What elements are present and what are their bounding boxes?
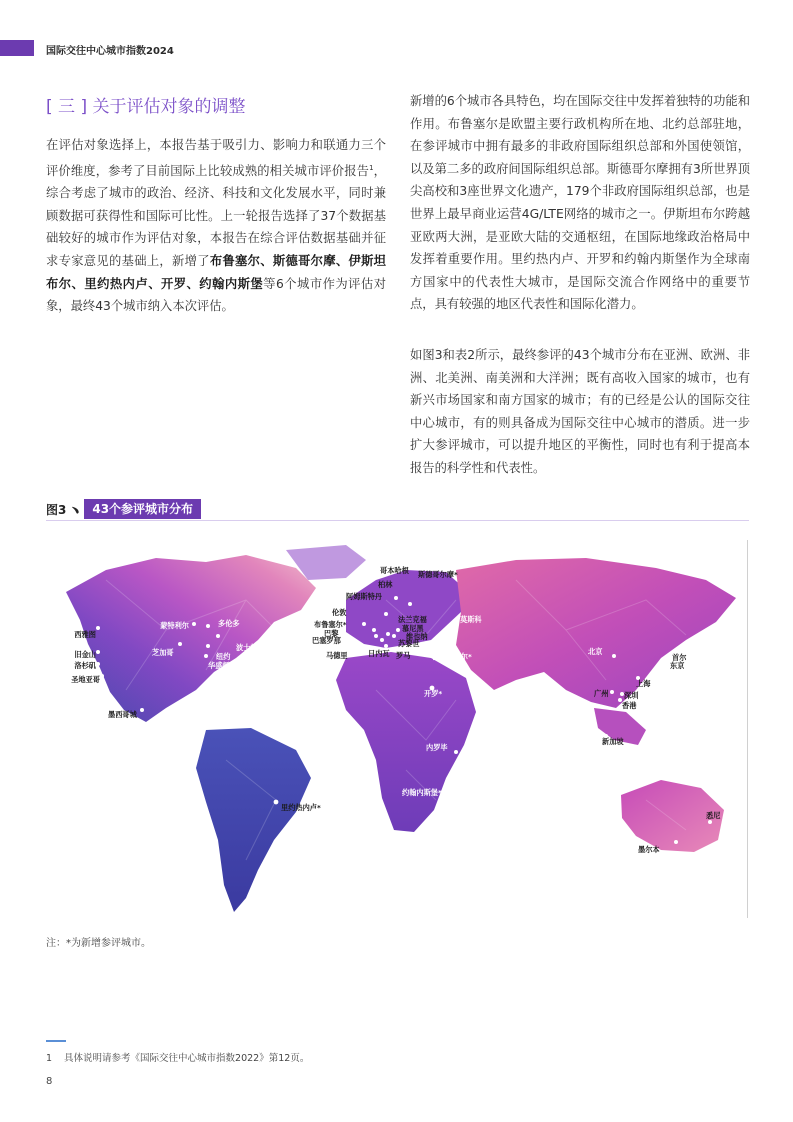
city-shenzhen: 深圳 [624, 691, 639, 700]
city-montreal: 蒙特利尔 [160, 621, 189, 630]
city-washington: 华盛顿 [208, 661, 230, 670]
city-beijing: 北京 [588, 647, 603, 656]
city-istanbul: 伊斯坦布尔* [432, 652, 472, 661]
city-melbourne: 墨尔本 [638, 845, 660, 854]
header-accent-bar [0, 40, 34, 56]
city-brussels: 布鲁塞尔* [314, 620, 347, 629]
city-chicago: 芝加哥 [152, 648, 174, 657]
left-paragraph [46, 134, 386, 318]
city-sydney: 悉尼 [706, 811, 721, 820]
city-los-angeles: 洛杉矶 [74, 661, 96, 670]
city-johannesburg: 约翰内斯堡* [402, 788, 442, 797]
city-cairo: 开罗* [424, 689, 443, 698]
right-paragraph-2: 如图3和表2所示，最终参评的43个城市分布在亚洲、欧洲、非洲、北美洲、南美洲和大洋洲；既有高收入国家的城市，也有新兴市场国家和南方国家的城市；有的已经是公认的国际交往中心城市，有的则具备成为国际交往中心城市的潜质。进一步扩大参评城市，可以提升地区的平衡性，同时也有利于提高本报告的科学性和代表性。 [410, 348, 750, 475]
city-hong-kong: 香港 [622, 701, 637, 710]
city-tokyo: 东京 [670, 661, 685, 670]
header-title: 国际交往中心城市指数2024 [46, 46, 174, 57]
south-america-shape [196, 728, 311, 912]
left-paragraph-part1: 在评估对象选择上，本报告基于吸引力、影响力和联通力三个评价维度，参考了目前国际上比较成熟的相关城市评价报告 [46, 138, 386, 178]
city-vienna: 维也纳 [406, 632, 428, 641]
footnote-reference[interactable]: 1 [369, 163, 374, 172]
right-paragraph-1: 新增的6个城市各具特色，均在国际交往中发挥着独特的功能和作用。布鲁塞尔是欧盟主要行政机构所在地、北约总部驻地，在参评城市中拥有最多的非政府国际组织总部和外国使领馆，以及第二多的政府间国际组织总部。斯德哥尔摩拥有3所世界顶尖高校和3座世界文化遗产，179个非政府国际组织总部，也是世界上最早商业运营4G/LTE网络的城市之一。伊斯坦布尔跨越亚欧两大洲，是亚欧大陆的交通枢纽，在国际地缘政治格局中发挥着重要作用。里约热内卢、开罗和约翰内斯堡作为全球南方国家中的代表性大城市，是国际交流合作网络中的重要节点，具有较强的地区代表性和国际化潜力。 [410, 94, 750, 312]
figure-tick: ﹅ [70, 505, 81, 517]
city-barcelona: 巴塞罗那 [312, 636, 341, 645]
city-singapore: 新加坡 [602, 737, 624, 746]
city-madrid: 马德里 [326, 651, 348, 660]
city-rio: 里约热内卢* [281, 803, 321, 812]
city-frankfurt: 法兰克福 [398, 615, 427, 624]
city-london: 伦敦 [332, 608, 347, 617]
city-nairobi: 内罗毕 [426, 743, 448, 752]
asia-shape [456, 558, 736, 708]
city-toronto: 多伦多 [218, 619, 240, 628]
new-cities-bold: 布鲁塞尔、斯德哥尔摩、伊斯坦布尔、里约热内卢、开罗、约翰内斯堡 [46, 254, 386, 291]
page-number: 8 [46, 1076, 53, 1087]
city-san-diego: 圣地亚哥 [71, 675, 100, 684]
city-geneva: 日内瓦 [368, 649, 390, 658]
city-guangzhou: 广州 [594, 689, 609, 698]
left-paragraph-part2: ，综合考虑了城市的政治、经济、科技和文化发展水平，同时兼顾数据可获得性和国际可比性。上一轮报告选择了37个数据基础较好的城市作为评估对象，本报告在综合评估数据基础并征求专家意见的基础上，新增了 [46, 163, 386, 269]
section-heading: [ 三 ] 关于评估对象的调整 [46, 97, 246, 117]
north-america-shape [66, 555, 316, 722]
world-map [46, 540, 749, 920]
figure-rule [46, 520, 749, 521]
city-boston: 波士顿 [236, 643, 258, 652]
city-moscow: 莫斯科 [460, 615, 482, 624]
city-paris: 巴黎 [324, 629, 339, 638]
footnote-text: 具体说明请参考《国际交往中心城市指数2022》第12页。 [64, 1053, 310, 1064]
city-munich: 慕尼黑 [402, 624, 424, 633]
city-mexico-city: 墨西哥城 [108, 710, 137, 719]
city-zurich: 苏黎世 [398, 639, 420, 648]
city-berlin: 柏林 [378, 580, 393, 589]
figure-number: 图3 [46, 502, 67, 517]
africa-shape [336, 652, 476, 832]
figure-label [46, 499, 201, 519]
footnote [46, 1050, 309, 1064]
city-seoul: 首尔 [672, 653, 687, 662]
map-border-line [747, 540, 748, 918]
city-amsterdam: 阿姆斯特丹 [346, 592, 382, 601]
city-shanghai: 上海 [636, 679, 651, 688]
city-copenhagen: 哥本哈根 [380, 566, 409, 575]
left-paragraph-part3: 等6个城市作为评估对象，最终43个城市纳入本次评估。 [46, 276, 386, 314]
footnote-rule [46, 1040, 66, 1042]
figure-title: 43个参评城市分布 [84, 499, 201, 519]
figure-note: 注：*为新增参评城市。 [46, 938, 151, 949]
city-new-york: 纽约 [216, 652, 231, 661]
city-seattle: 西雅图 [74, 630, 96, 639]
city-dubai: 迪拜 [484, 696, 499, 705]
city-stockholm: 斯德哥尔摩* [418, 570, 458, 579]
city-rome: 罗马 [396, 651, 411, 660]
city-san-francisco: 旧金山 [74, 650, 96, 659]
footnote-mark: 1 [46, 1053, 53, 1064]
